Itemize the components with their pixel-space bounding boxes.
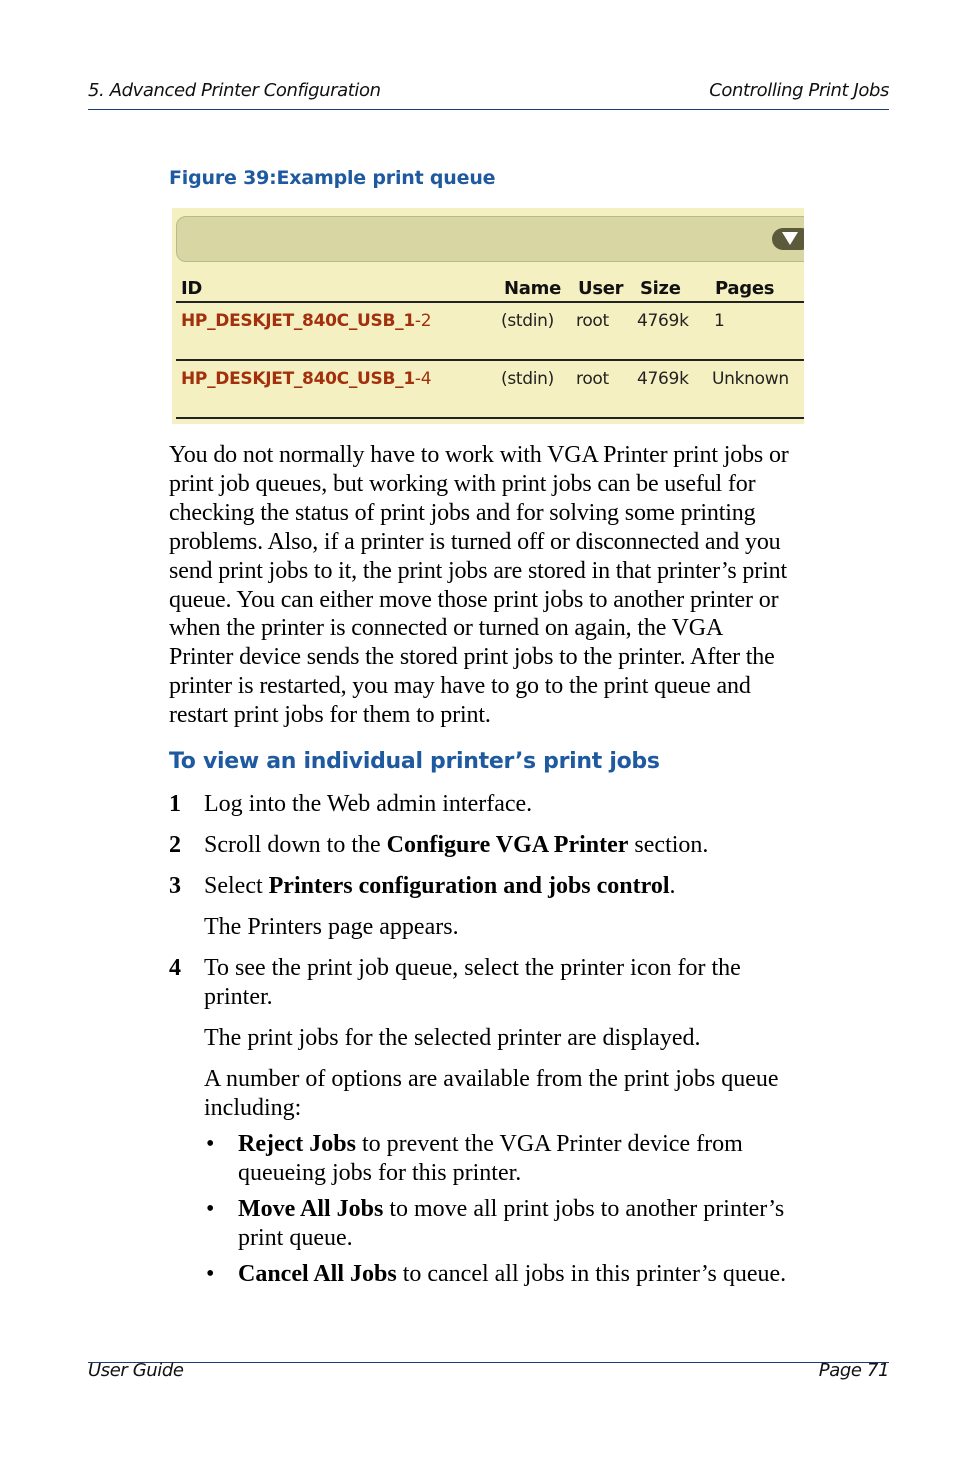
step-text-line: printer. <box>204 983 273 1010</box>
queue-dropdown-button[interactable] <box>772 228 804 250</box>
job-user: root <box>576 369 609 389</box>
step-3-result: The Printers page appears. <box>204 914 459 940</box>
step-text <box>204 831 864 860</box>
col-header-user: User <box>578 278 624 299</box>
header-section: Controlling Print Jobs <box>709 80 889 101</box>
step-number: 1 <box>169 791 181 817</box>
paragraph-line: print job queues, but working with print jobs can be useful for <box>169 470 756 497</box>
option-name: Reject Jobs <box>238 1131 356 1157</box>
col-header-size: Size <box>640 278 681 299</box>
job-id-link[interactable]: HP_DESKJET_840C_USB_1 <box>181 311 415 331</box>
option-description: to prevent the VGA Printer device from <box>355 1131 743 1157</box>
header-chapter: 5. Advanced Printer Configuration <box>88 80 381 101</box>
queue-toolbar <box>176 216 804 262</box>
col-header-id: ID <box>181 278 203 299</box>
step-text <box>204 954 864 1012</box>
step-number: 2 <box>169 832 181 858</box>
step-text-post: section. <box>628 832 709 858</box>
step-text-pre: Select <box>204 873 269 899</box>
triangle-down-icon <box>782 232 798 245</box>
step-text <box>204 872 864 901</box>
table-row <box>181 311 431 331</box>
job-size: 4769k <box>637 369 689 389</box>
figure-caption: Figure 39:Example print queue <box>169 167 496 189</box>
menu-reference: Configure VGA Printer <box>386 832 629 858</box>
header-divider <box>176 301 804 303</box>
options-intro <box>204 1065 864 1123</box>
col-header-name: Name <box>504 278 561 299</box>
step-text: Log into the Web admin interface. <box>204 791 533 817</box>
option-description-line: queueing jobs for this printer. <box>238 1159 522 1186</box>
job-id-link[interactable]: HP_DESKJET_840C_USB_1 <box>181 369 415 389</box>
option-name: Move All Jobs <box>238 1196 384 1222</box>
running-header <box>88 80 889 101</box>
step-text-line: To see the print job queue, select the printer icon for the <box>204 955 741 981</box>
footer-doc-title: User Guide <box>88 1360 184 1381</box>
table-row <box>181 369 431 389</box>
paragraph-line: You do not normally have to work with VGA Printer print jobs or <box>169 442 789 468</box>
job-id-suffix: -2 <box>414 311 432 331</box>
job-name: (stdin) <box>501 311 554 331</box>
job-user: root <box>576 311 609 331</box>
job-id-suffix: -4 <box>414 369 432 389</box>
option-description-line: print queue. <box>238 1224 353 1251</box>
options-intro-line: A number of options are available from the print jobs queue <box>204 1066 779 1092</box>
bullet-icon: • <box>206 1261 215 1287</box>
option-name: Cancel All Jobs <box>238 1261 397 1287</box>
job-size: 4769k <box>637 311 689 331</box>
list-item-text <box>238 1260 863 1289</box>
step-4-result: The print jobs for the selected printer are displayed. <box>204 1025 701 1051</box>
row-divider <box>176 417 804 419</box>
step-text-pre: Scroll down to the <box>204 832 387 858</box>
option-description: to cancel all jobs in this printer’s queue. <box>396 1261 787 1287</box>
page-number: Page 71 <box>818 1360 889 1381</box>
row-divider <box>176 359 804 361</box>
paragraph-line: Printer device sends the stored print jobs to the printer. After the <box>169 644 775 671</box>
job-name: (stdin) <box>501 369 554 389</box>
intro-paragraph <box>169 441 869 730</box>
job-pages: Unknown <box>712 369 789 389</box>
paragraph-line: queue. You can either move those print jobs to another printer or <box>169 586 779 613</box>
job-pages: 1 <box>714 311 725 331</box>
paragraph-line: printer is restarted, you may have to go to the print queue and <box>169 673 751 700</box>
option-description: to move all print jobs to another printer’s <box>383 1196 785 1222</box>
menu-reference: Printers configuration and jobs control <box>268 873 670 899</box>
list-item-text <box>238 1130 863 1188</box>
print-queue-screenshot <box>172 208 804 424</box>
list-item-text <box>238 1195 863 1253</box>
col-header-pages: Pages <box>715 278 775 299</box>
header-rule <box>88 109 889 110</box>
step-number: 4 <box>169 955 181 981</box>
step-number: 3 <box>169 873 181 899</box>
step-text-post: . <box>669 873 676 899</box>
options-intro-line: including: <box>204 1094 302 1121</box>
paragraph-line: send print jobs to it, the print jobs are stored in that printer’s print <box>169 557 787 584</box>
paragraph-line: checking the status of print jobs and for solving some printing <box>169 499 756 526</box>
procedure-heading: To view an individual printer’s print jobs <box>169 749 660 774</box>
paragraph-line: restart print jobs for them to print. <box>169 702 491 729</box>
bullet-icon: • <box>206 1196 215 1222</box>
paragraph-line: problems. Also, if a printer is turned off or disconnected and you <box>169 528 781 555</box>
paragraph-line: when the printer is connected or turned on again, the VGA <box>169 615 724 642</box>
bullet-icon: • <box>206 1131 215 1157</box>
running-footer <box>88 1360 889 1381</box>
